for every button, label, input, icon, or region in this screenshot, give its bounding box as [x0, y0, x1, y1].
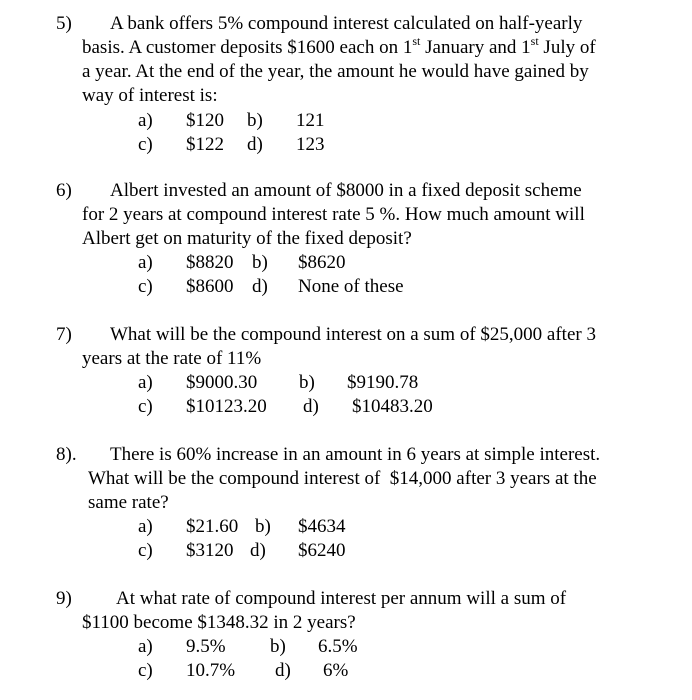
option-a-label: a) — [138, 516, 153, 537]
option-d-label: d) — [275, 660, 291, 681]
option-c-value: $10123.20 — [186, 396, 267, 417]
option-b-value: $8620 — [298, 252, 346, 273]
question-number: 7) — [56, 324, 72, 345]
option-c-value: $8600 — [186, 276, 234, 297]
option-a-value: $9000.30 — [186, 372, 258, 393]
question-number: 8). — [56, 444, 77, 465]
option-c-value: 10.7% — [186, 660, 236, 681]
option-c-label: c) — [138, 540, 153, 561]
option-a-label: a) — [138, 372, 153, 393]
question-text-line: years at the rate of 11% — [82, 348, 262, 369]
question-text-line: There is 60% increase in an amount in 6 years at simple interest. — [110, 444, 601, 465]
question-number: 5) — [56, 13, 72, 34]
question-text-line: At what rate of compound interest per annum will a sum of — [116, 588, 567, 609]
option-a-label: a) — [138, 110, 153, 131]
option-d-label: d) — [247, 134, 263, 155]
option-b-label: b) — [255, 516, 271, 537]
question-text-line: $1100 become $1348.32 in 2 years? — [82, 612, 356, 633]
option-a-value: $120 — [186, 110, 224, 131]
question-text-line: basis. A customer deposits $1600 each on 1st January and 1st July of — [82, 33, 596, 58]
option-d-value: None of these — [298, 276, 404, 297]
option-c-label: c) — [138, 396, 153, 417]
option-b-label: b) — [299, 372, 315, 393]
option-d-value: $6240 — [298, 540, 346, 561]
option-b-value: 121 — [296, 110, 325, 131]
option-b-label: b) — [252, 252, 268, 273]
question-text-line: A bank offers 5% compound interest calculated on half-yearly — [110, 13, 583, 34]
option-a-value: 9.5% — [186, 636, 226, 657]
option-d-label: d) — [252, 276, 268, 297]
question-text-line: a year. At the end of the year, the amount he would have gained by — [82, 61, 589, 82]
option-b-value: 6.5% — [318, 636, 358, 657]
option-d-value: 6% — [323, 660, 349, 681]
option-c-value: $122 — [186, 134, 224, 155]
option-c-label: c) — [138, 134, 153, 155]
question-number: 9) — [56, 588, 72, 609]
question-text-line: for 2 years at compound interest rate 5 %. How much amount will — [82, 204, 585, 225]
option-c-label: c) — [138, 660, 153, 681]
option-b-label: b) — [247, 110, 263, 131]
option-c-label: c) — [138, 276, 153, 297]
question-text-line: way of interest is: — [82, 85, 218, 106]
option-a-value: $21.60 — [186, 516, 239, 537]
question-text-line: Albert invested an amount of $8000 in a fixed deposit scheme — [110, 180, 582, 201]
option-c-value: $3120 — [186, 540, 234, 561]
option-a-value: $8820 — [186, 252, 234, 273]
question-number: 6) — [56, 180, 72, 201]
option-b-value: $9190.78 — [347, 372, 419, 393]
question-text-line: What will be the compound interest on a sum of $25,000 after 3 — [110, 324, 596, 345]
option-a-label: a) — [138, 636, 153, 657]
option-b-value: $4634 — [298, 516, 346, 537]
option-b-label: b) — [270, 636, 286, 657]
question-text-line: same rate? — [88, 492, 169, 513]
question-text-line: Albert get on maturity of the fixed deposit? — [82, 228, 412, 249]
option-d-value: 123 — [296, 134, 325, 155]
option-d-value: $10483.20 — [352, 396, 433, 417]
option-a-label: a) — [138, 252, 153, 273]
option-d-label: d) — [250, 540, 266, 561]
option-d-label: d) — [303, 396, 319, 417]
question-text-line: What will be the compound interest of $14,000 after 3 years at the — [88, 468, 597, 489]
